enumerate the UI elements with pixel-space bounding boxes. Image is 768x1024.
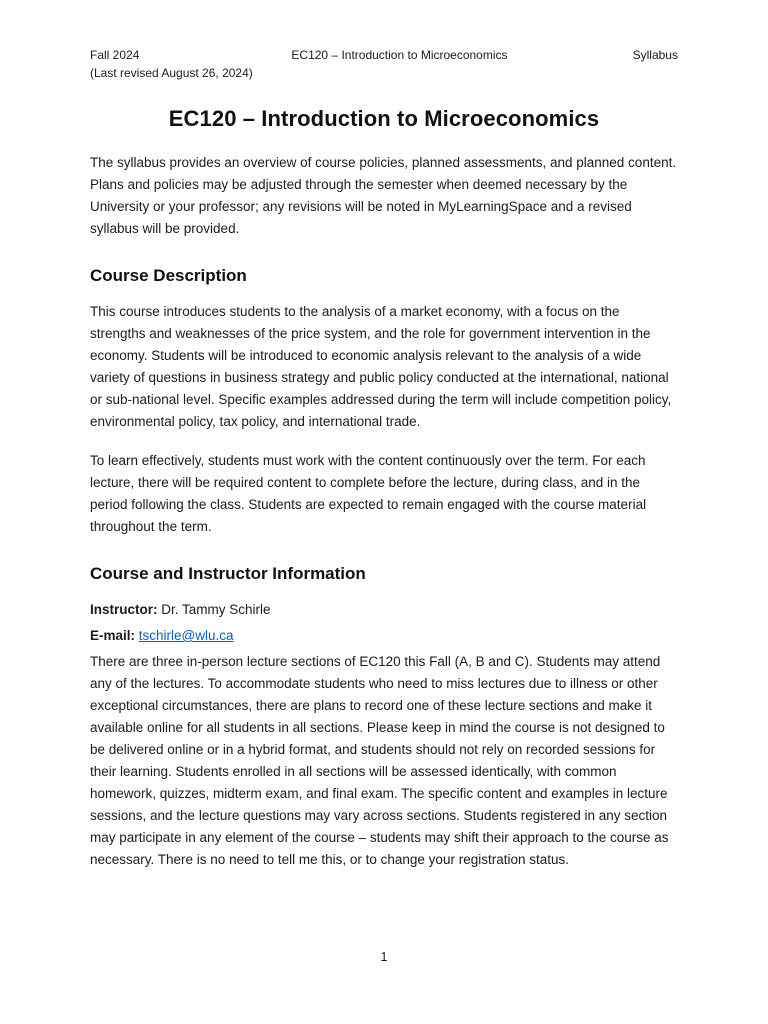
section-heading-instructor-info: Course and Instructor Information xyxy=(90,564,366,583)
header-term: Fall 2024 xyxy=(90,48,140,62)
course-description-paragraph-2: To learn effectively, students must work with the content continuously over the term. For each lecture, there will be required content to complete before the lecture, during class, and in the period following the class. Students are expected to remain engaged with the course material throughout the term. xyxy=(90,453,647,534)
instructor-line xyxy=(90,599,678,621)
section-heading-course-description: Course Description xyxy=(90,266,247,285)
course-description-paragraph-1: This course introduces students to the analysis of a market economy, with a focus on the strengths and weaknesses of the price system, and the role for government intervention in the economy. Students will be introduced to economic analysis relevant to the analysis of a wide variety of questions in business strategy and public policy conducted at the international, national or sub-national level. Specific examples addressed during the term will include competition policy, environmental policy, tax policy, and international trade. xyxy=(90,304,672,429)
instructor-label: Instructor: xyxy=(90,602,158,617)
intro-paragraph: The syllabus provides an overview of course policies, planned assessments, and planned content. Plans and policies may be adjusted through the semester when deemed necessary by the University or your professor; any revisions will be noted in MyLearningSpace and a revised syllabus will be provided. xyxy=(90,155,677,236)
page-number: 1 xyxy=(380,950,388,964)
header-left-block xyxy=(90,46,276,82)
page-footer xyxy=(0,950,768,964)
lecture-sections-paragraph: There are three in-person lecture sections of EC120 this Fall (A, B and C). Students may attend any of the lectures. To accommodate students who need to miss lectures due to illness or other exceptional circumstances, there are plans to record one of these lecture sections and make it available online for all students in all sections. Please keep in mind the course is not designed to be delivered online or in a hybrid format, and students should not rely on recorded sessions for their learning. Students enrolled in all sections will be assessed identically, with common homework, quizzes, midterm exam, and final exam. The specific content and examples in lecture sessions, and the lecture questions may vary across sections. Students registered in any section may participate in any element of the course – students may shift their approach to the course as necessary. There is no need to tell me this, or to change your registration status. xyxy=(90,654,669,867)
header-course-title: EC120 – Introduction to Microeconomics xyxy=(291,48,508,62)
email-link[interactable]: tschirle@wlu.ca xyxy=(138,628,234,643)
document-header xyxy=(90,46,678,82)
instructor-name: Dr. Tammy Schirle xyxy=(161,602,271,617)
header-revision-note: (Last revised August 26, 2024) xyxy=(90,66,253,80)
email-label: E-mail: xyxy=(90,628,136,643)
header-doc-type: Syllabus xyxy=(632,48,678,62)
email-line xyxy=(90,625,678,647)
page-title: EC120 – Introduction to Microeconomics xyxy=(168,106,600,131)
